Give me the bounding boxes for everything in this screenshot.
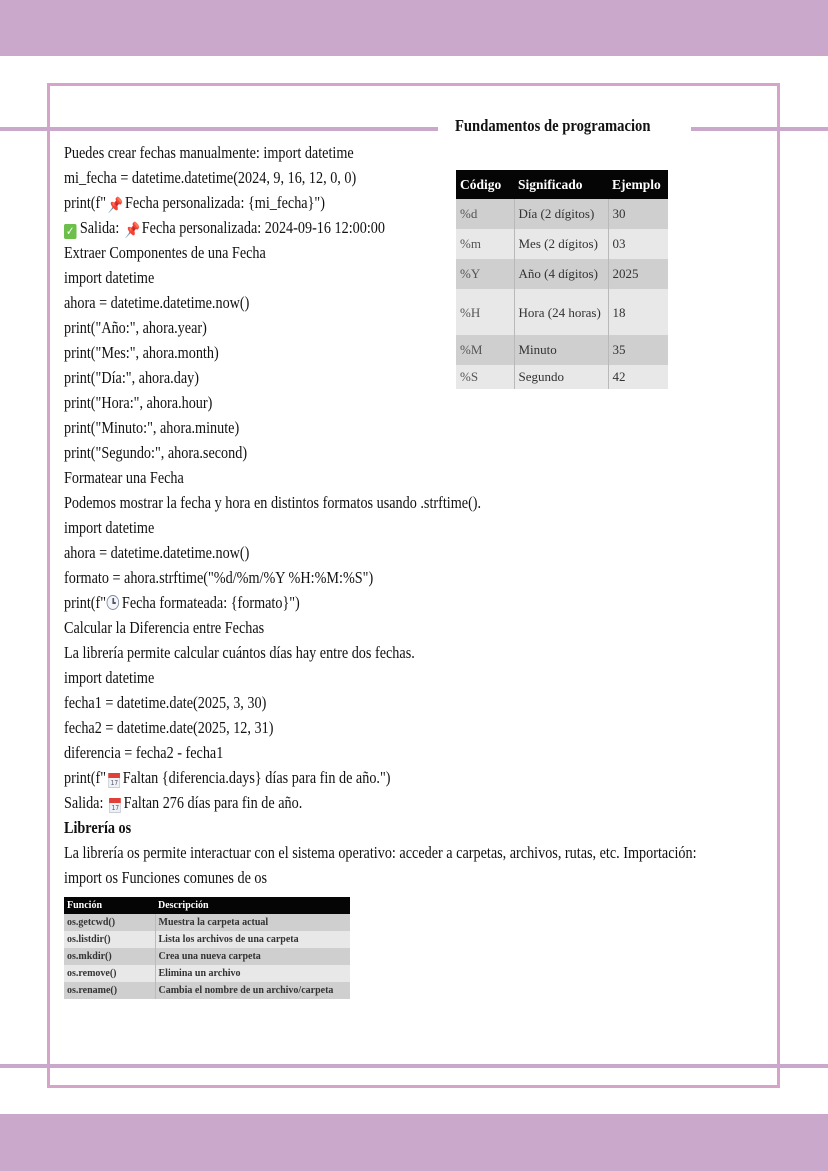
table-cell: Segundo	[514, 365, 608, 389]
text-line: Puedes crear fechas manualmente: import datetime	[64, 143, 354, 162]
text-line: mi_fecha = datetime.datetime(2024, 9, 16, 12, 0, 0)	[64, 168, 357, 187]
table-cell: %m	[456, 229, 514, 259]
table-cell: 03	[608, 229, 668, 259]
table-cell: Cambia el nombre de un archivo/carpeta	[155, 982, 350, 999]
table-cell: os.listdir()	[64, 931, 155, 948]
table-row	[64, 931, 350, 948]
calendar-icon: 17	[109, 773, 121, 788]
table-cell: 42	[608, 365, 668, 389]
text-line: import datetime	[64, 668, 155, 687]
calendar-icon: 17	[109, 798, 121, 813]
table-cell: Muestra la carpeta actual	[155, 914, 350, 931]
title-rule-right	[691, 127, 828, 131]
os-functions-table	[64, 897, 350, 999]
text-line: print(f" Fecha formateada: {formato}")	[64, 593, 300, 612]
table-cell: Día (2 dígitos)	[514, 199, 608, 229]
column-header: Ejemplo	[608, 170, 668, 199]
table-row	[456, 365, 668, 389]
text-line: import datetime	[64, 518, 155, 537]
header-band	[0, 0, 828, 56]
table-cell: Mes (2 dígitos)	[514, 229, 608, 259]
table-cell: Elimina un archivo	[155, 965, 350, 982]
text-line: fecha2 = datetime.date(2025, 12, 31)	[64, 718, 274, 737]
table-header-row	[64, 897, 350, 914]
pushpin-icon: 📌	[124, 223, 141, 239]
text-line: fecha1 = datetime.date(2025, 3, 30)	[64, 693, 267, 712]
text-line: print("Año:", ahora.year)	[64, 318, 207, 337]
column-header: Significado	[514, 170, 608, 199]
section-heading: Formatear una Fecha	[64, 468, 184, 487]
pushpin-icon: 📌	[107, 198, 124, 214]
table-cell: %S	[456, 365, 514, 389]
text-line: diferencia = fecha2 - fecha1	[64, 743, 224, 762]
table-cell: %Y	[456, 259, 514, 289]
table-row	[64, 982, 350, 999]
table-row	[64, 948, 350, 965]
table-row	[64, 965, 350, 982]
document-title: Fundamentos de programacion	[455, 116, 651, 135]
text-line: print("Minuto:", ahora.minute)	[64, 418, 240, 437]
table-row	[64, 914, 350, 931]
table-cell: Hora (24 horas)	[514, 289, 608, 335]
table-row	[456, 259, 668, 289]
footer-band	[0, 1114, 828, 1171]
table-cell: %H	[456, 289, 514, 335]
table-cell: Crea una nueva carpeta	[155, 948, 350, 965]
text-line: print("Hora:", ahora.hour)	[64, 393, 213, 412]
text-line: print(f" 17 Faltan {diferencia.days} días para fin de año.")	[64, 768, 391, 787]
text-line: print("Mes:", ahora.month)	[64, 343, 219, 362]
table-row	[456, 229, 668, 259]
text-line: import datetime	[64, 268, 155, 287]
strftime-format-table	[456, 170, 668, 389]
table-cell: Año (4 dígitos)	[514, 259, 608, 289]
text-line: print(f" 📌Fecha personalizada: {mi_fecha}")	[64, 190, 782, 215]
section-heading: Calcular la Diferencia entre Fechas	[64, 618, 265, 637]
table-cell: Minuto	[514, 335, 608, 365]
text-line: formato = ahora.strftime("%d/%m/%Y %H:%M:%S")	[64, 568, 374, 587]
column-header: Función	[64, 897, 155, 914]
table-cell: 18	[608, 289, 668, 335]
table-cell: os.getcwd()	[64, 914, 155, 931]
table-cell: 30	[608, 199, 668, 229]
footer-rule	[0, 1064, 828, 1068]
table-cell: os.remove()	[64, 965, 155, 982]
text-line: ✓ Salida: 📌Fecha personalizada: 2024-09-16 12:00:00	[64, 215, 782, 240]
table-header-row	[456, 170, 668, 199]
text-line: import os Funciones comunes de os	[64, 868, 268, 887]
table-row	[456, 199, 668, 229]
title-rule-left	[0, 127, 438, 131]
text-line: print("Día:", ahora.day)	[64, 368, 199, 387]
table-row	[456, 289, 668, 335]
table-cell: os.mkdir()	[64, 948, 155, 965]
table-cell: Lista los archivos de una carpeta	[155, 931, 350, 948]
table-cell: 35	[608, 335, 668, 365]
table-cell: %M	[456, 335, 514, 365]
body-text	[64, 140, 782, 890]
table-cell: os.rename()	[64, 982, 155, 999]
column-header: Código	[456, 170, 514, 199]
section-heading: Extraer Componentes de una Fecha	[64, 243, 266, 262]
clock-icon	[107, 595, 120, 610]
text-line: Podemos mostrar la fecha y hora en distintos formatos usando .strftime().	[64, 493, 482, 512]
table-row	[456, 335, 668, 365]
section-heading: Librería os	[64, 818, 132, 837]
text-line: La librería os permite interactuar con el sistema operativo: acceder a carpetas, archivos, rutas, etc. Importación:	[64, 843, 697, 862]
text-line: La librería permite calcular cuántos días hay entre dos fechas.	[64, 643, 415, 662]
check-mark-icon: ✓	[64, 224, 77, 239]
column-header: Descripción	[155, 897, 350, 914]
text-line: ahora = datetime.datetime.now()	[64, 293, 250, 312]
text-line: ahora = datetime.datetime.now()	[64, 543, 250, 562]
table-cell: 2025	[608, 259, 668, 289]
text-line: Salida: 17 Faltan 276 días para fin de año.	[64, 793, 303, 812]
table-cell: %d	[456, 199, 514, 229]
text-line: print("Segundo:", ahora.second)	[64, 443, 248, 462]
